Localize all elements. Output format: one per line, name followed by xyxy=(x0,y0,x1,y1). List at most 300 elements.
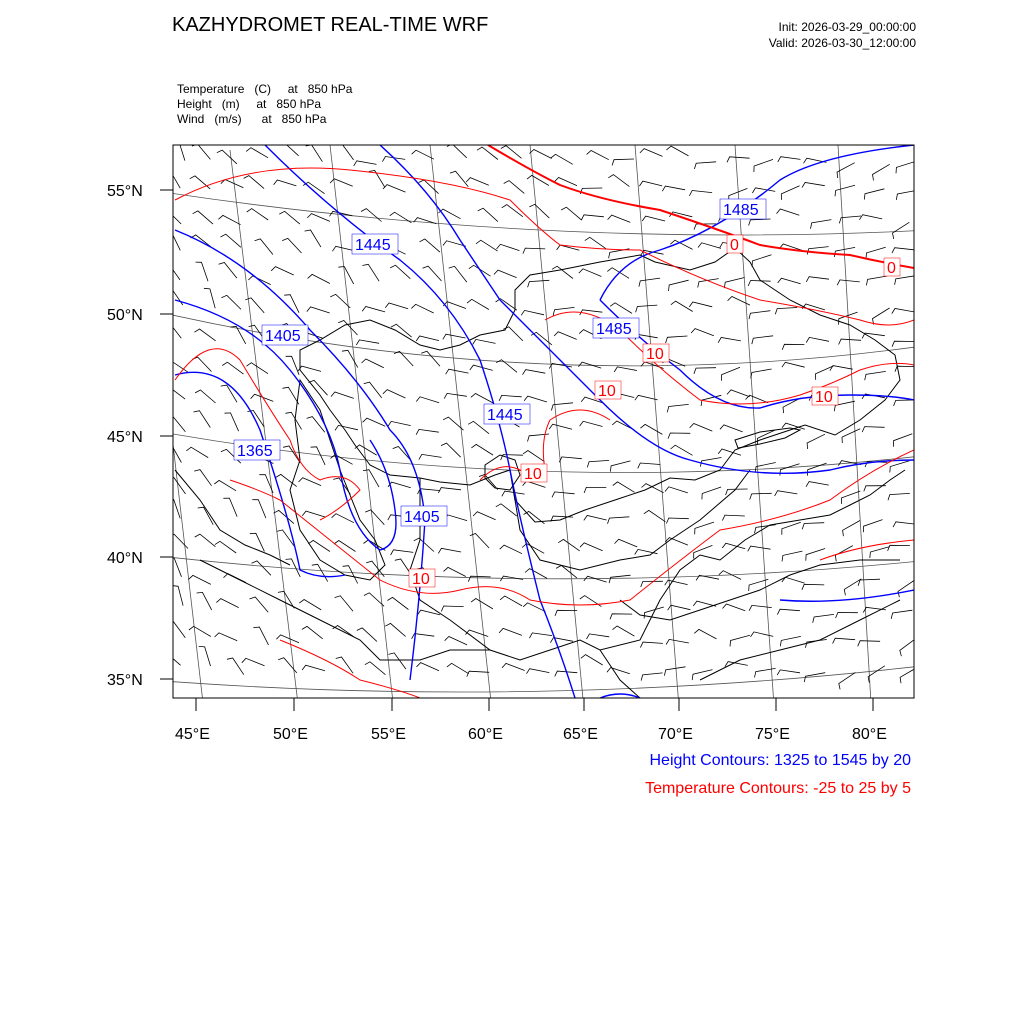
wind-barb xyxy=(466,630,489,637)
wind-barb xyxy=(252,500,266,518)
wind-barb xyxy=(550,638,573,643)
wind-barb xyxy=(242,658,265,665)
wind-barb xyxy=(640,149,663,157)
wind-barb xyxy=(802,523,824,530)
wind-barb xyxy=(467,671,489,676)
wind-barb xyxy=(581,215,604,220)
wind-barb xyxy=(698,243,721,249)
temperature-label: 10 xyxy=(524,466,542,483)
wind-barb xyxy=(499,628,522,635)
wind-barb xyxy=(420,239,440,252)
wind-barb xyxy=(529,204,549,218)
lat-tick-label: 45°N xyxy=(107,429,143,446)
wind-barb xyxy=(342,350,358,367)
wind-barb xyxy=(331,455,353,465)
wind-barb xyxy=(778,278,801,284)
wind-barb xyxy=(893,522,916,527)
wind-barb xyxy=(166,289,183,306)
wind-barb xyxy=(749,311,770,319)
wind-barb xyxy=(417,663,440,671)
wind-barb xyxy=(221,234,241,247)
wind-barb xyxy=(555,610,577,616)
wind-barb xyxy=(189,626,211,636)
wind-barb xyxy=(388,653,406,669)
wind-barb xyxy=(438,488,461,493)
lon-tick-label: 50°E xyxy=(273,726,308,743)
wind-barb xyxy=(215,541,236,553)
wind-barb xyxy=(468,576,490,582)
wind-barb xyxy=(842,429,860,443)
wind-barb xyxy=(423,266,442,281)
wind-barb xyxy=(666,518,688,524)
wind-barb xyxy=(608,517,630,524)
wind-barb xyxy=(722,543,745,549)
field-wind: Wind (m/s) at 850 hPa xyxy=(177,112,327,126)
wind-barb xyxy=(802,183,825,188)
wind-barb xyxy=(782,522,801,535)
lon-line-60 xyxy=(430,145,493,720)
wind-barb xyxy=(843,521,860,537)
wind-barb xyxy=(749,605,772,610)
wind-barb xyxy=(383,390,406,398)
wind-barb xyxy=(496,299,517,311)
lon-tick-label: 80°E xyxy=(852,726,887,743)
wind-barb xyxy=(806,482,829,487)
wind-barb xyxy=(639,181,662,186)
wind-barb xyxy=(279,142,299,156)
wind-barb xyxy=(636,305,658,312)
wind-barb xyxy=(587,634,610,639)
wind-barb xyxy=(391,324,412,337)
wind-barb xyxy=(755,668,776,677)
wind-barb xyxy=(332,514,354,523)
wind-barb xyxy=(638,463,661,468)
lat-tick-label: 40°N xyxy=(107,550,143,567)
wind-barb xyxy=(502,205,523,217)
wind-barb xyxy=(668,433,690,439)
wind-barb xyxy=(192,357,211,372)
wind-barb xyxy=(218,215,240,224)
wind-barb xyxy=(365,510,384,525)
wind-barb xyxy=(893,222,910,239)
field-temperature: Temperature (C) at 850 hPa xyxy=(177,82,353,96)
wind-barb xyxy=(815,366,833,380)
wind-barb xyxy=(614,367,637,372)
wind-barb xyxy=(446,369,469,374)
wind-barb xyxy=(642,216,665,221)
wind-barb xyxy=(781,186,799,200)
wind-barb xyxy=(873,308,890,325)
wind-barb xyxy=(891,610,912,619)
wind-barb xyxy=(584,516,607,521)
wind-barb xyxy=(640,642,663,648)
wind-barb xyxy=(862,427,884,433)
wind-barb xyxy=(858,579,880,586)
wind-barb xyxy=(610,614,632,620)
wind-barb xyxy=(173,141,185,161)
wind-barb xyxy=(167,416,185,432)
wind-barb xyxy=(416,336,439,341)
wind-barb xyxy=(190,176,211,189)
wind-barb xyxy=(199,646,211,666)
wind-barb xyxy=(866,247,886,259)
wind-barb xyxy=(806,277,829,282)
wind-barb xyxy=(527,669,550,674)
temperature-contour-labels xyxy=(409,235,900,588)
wind-barb xyxy=(196,262,209,281)
wind-barb xyxy=(718,449,741,455)
wind-barb xyxy=(522,544,544,554)
wind-barb xyxy=(307,307,330,313)
wind-barb xyxy=(746,395,769,403)
wind-barb xyxy=(302,511,325,517)
wind-barb xyxy=(727,390,750,397)
temp-contour-5 xyxy=(175,168,914,325)
caspian-shore xyxy=(290,380,385,580)
wind-barb xyxy=(780,636,801,646)
wind-barb xyxy=(529,150,551,159)
wind-barb xyxy=(335,425,358,430)
wind-barb xyxy=(411,304,433,313)
wind-barb xyxy=(775,308,797,315)
wind-barb xyxy=(873,164,890,180)
wind-barb xyxy=(285,412,301,429)
wind-barb xyxy=(338,267,353,285)
wind-barb xyxy=(416,429,439,434)
wind-barb xyxy=(299,600,321,610)
wind-barb xyxy=(639,278,660,287)
wind-barb xyxy=(523,248,545,254)
height-label: 1485 xyxy=(723,202,759,219)
wind-barb xyxy=(467,299,489,309)
valid-time: Valid: 2026-03-30_12:00:00 xyxy=(768,36,916,50)
wind-barb xyxy=(863,520,882,533)
lon-line-80 xyxy=(838,145,872,720)
wind-barb xyxy=(549,424,572,429)
wind-barb xyxy=(271,267,294,275)
wind-barb xyxy=(641,673,663,681)
wind-barb xyxy=(777,670,800,675)
wind-barb xyxy=(391,550,414,555)
wind-barb xyxy=(525,569,547,579)
wind-barb xyxy=(335,596,353,611)
wind-barb xyxy=(168,558,181,577)
wind-barb xyxy=(893,434,912,447)
wind-barb xyxy=(250,597,269,612)
wind-barb xyxy=(244,176,265,189)
wind-barb xyxy=(204,288,215,308)
wind-barb xyxy=(895,276,916,285)
wind-barb xyxy=(666,639,689,644)
wind-barb xyxy=(217,150,237,164)
wind-barb xyxy=(612,159,634,165)
init-time: Init: 2026-03-29_00:00:00 xyxy=(778,20,916,34)
wind-barb xyxy=(393,447,412,462)
wind-barb xyxy=(755,463,776,473)
wind-barb xyxy=(466,178,489,186)
wind-barb xyxy=(500,545,522,554)
wind-barb xyxy=(247,410,264,427)
wind-barb xyxy=(274,180,297,186)
east-lower-border xyxy=(700,600,900,680)
wind-barb xyxy=(195,390,216,403)
wind-barb xyxy=(689,191,712,196)
wind-barb xyxy=(888,545,910,551)
wind-barb xyxy=(807,434,825,449)
eastern-border xyxy=(620,560,900,620)
wind-barb xyxy=(892,248,915,253)
temperature-label: 10 xyxy=(598,383,616,400)
lon-tick-label: 75°E xyxy=(755,726,790,743)
map-title: KAZHYDROMET REAL-TIME WRF xyxy=(172,14,489,36)
wind-barb xyxy=(752,336,773,344)
wind-barb xyxy=(723,604,746,611)
temp-contour-se xyxy=(820,540,914,560)
wind-barb xyxy=(354,161,377,166)
lon-line-70 xyxy=(635,145,680,720)
wind-barb xyxy=(223,498,237,516)
wind-barb xyxy=(836,613,858,619)
wind-barb xyxy=(305,230,321,247)
wind-barb xyxy=(166,361,188,372)
wind-barb xyxy=(864,189,884,200)
wind-barb xyxy=(724,278,744,289)
wind-barb xyxy=(274,510,294,523)
wind-barb xyxy=(311,447,326,465)
wind-barb xyxy=(221,180,244,188)
wind-barb xyxy=(898,580,915,597)
wind-barb xyxy=(694,162,716,169)
wind-barb xyxy=(478,208,498,221)
lon-tick-label: 70°E xyxy=(658,726,693,743)
height-contour-ne xyxy=(600,694,640,698)
wind-barb xyxy=(580,421,603,426)
wind-barb xyxy=(385,623,405,636)
height-label: 1485 xyxy=(596,321,632,338)
wind-barb xyxy=(441,443,461,457)
wind-barb xyxy=(529,633,552,638)
wind-barb xyxy=(726,489,748,495)
wind-barb xyxy=(471,394,493,404)
wind-barb xyxy=(419,454,442,459)
wind-barb xyxy=(163,264,180,280)
wind-barb xyxy=(695,522,714,534)
wind-barb xyxy=(581,655,603,665)
wind-barb xyxy=(500,596,522,606)
latitude-axis xyxy=(107,183,173,689)
wind-barb xyxy=(503,327,523,341)
wind-barb xyxy=(587,151,609,160)
wind-barb xyxy=(587,460,609,467)
wind-barb xyxy=(168,499,181,518)
lat-line-35 xyxy=(150,665,930,692)
wind-barb xyxy=(833,638,856,643)
wind-barb xyxy=(613,482,635,492)
wind-barb xyxy=(438,209,460,219)
wind-barb xyxy=(447,144,467,158)
wind-barb xyxy=(247,209,269,220)
wind-barb xyxy=(751,369,772,378)
wind-barb xyxy=(610,461,630,472)
wind-barb xyxy=(585,237,606,249)
wind-barb xyxy=(782,577,805,583)
wind-barb xyxy=(837,280,860,285)
wind-barb xyxy=(443,334,466,339)
wind-barb xyxy=(722,515,744,521)
tajik-afghan-border xyxy=(600,650,640,698)
wind-barb xyxy=(283,387,299,404)
wind-barb xyxy=(890,461,910,473)
temperature-label: 0 xyxy=(730,237,739,254)
wind-barb xyxy=(276,635,299,643)
wind-barb xyxy=(312,564,328,581)
wind-barb xyxy=(559,457,582,462)
wind-barb xyxy=(216,599,238,608)
wind-barb xyxy=(694,629,716,639)
wind-barb xyxy=(282,238,301,253)
wind-barb xyxy=(194,470,211,486)
height-contour-legend: Height Contours: 1325 to 1545 by 20 xyxy=(649,752,911,769)
wind-barb xyxy=(751,632,774,637)
height-contour-labels xyxy=(234,199,766,526)
wind-barb xyxy=(749,219,771,226)
wind-barb xyxy=(728,297,750,306)
wind-barb xyxy=(722,367,741,381)
wind-barb xyxy=(667,404,689,412)
wind-barb xyxy=(504,181,525,194)
wind-barb xyxy=(888,493,910,500)
wind-barb xyxy=(499,395,522,400)
height-contours xyxy=(175,145,914,698)
wind-barb xyxy=(194,329,215,341)
wind-barb xyxy=(858,641,880,647)
wind-barb xyxy=(669,280,689,291)
wind-barb xyxy=(279,211,300,224)
wind-barb xyxy=(844,579,861,596)
wind-barb xyxy=(473,512,496,520)
wind-barb xyxy=(494,270,517,278)
wind-barb xyxy=(221,295,241,309)
wind-barb xyxy=(246,148,268,158)
wind-barb xyxy=(640,424,662,434)
wind-barb xyxy=(219,263,237,279)
wind-barb xyxy=(473,339,496,344)
wind-barb xyxy=(900,639,916,657)
wind-barb xyxy=(306,145,323,162)
wind-barb xyxy=(388,421,411,426)
temperature-label: 10 xyxy=(646,346,664,363)
wind-barb xyxy=(471,444,493,455)
wind-barb xyxy=(501,146,522,159)
temperature-contour-legend: Temperature Contours: -25 to 25 by 5 xyxy=(645,780,911,797)
wind-barb xyxy=(866,276,887,285)
wind-barb xyxy=(662,186,685,191)
wind-barb xyxy=(298,366,321,371)
wind-barb xyxy=(383,185,406,193)
wind-barb xyxy=(476,240,498,251)
wind-barb xyxy=(302,665,325,671)
wind-barb xyxy=(863,607,886,612)
wind-barb xyxy=(580,543,603,551)
lat-tick-label: 55°N xyxy=(107,183,143,200)
wind-barb xyxy=(308,274,330,283)
wind-barb xyxy=(164,387,185,399)
wind-barb xyxy=(189,575,211,584)
wind-barb xyxy=(694,368,716,374)
wind-barb xyxy=(438,548,461,553)
wind-barb xyxy=(666,336,688,343)
wind-barb xyxy=(283,446,300,463)
lon-tick-label: 45°E xyxy=(175,726,210,743)
wind-barb xyxy=(356,340,379,345)
wind-barb xyxy=(556,565,577,578)
wind-barb xyxy=(896,161,916,173)
wind-barb xyxy=(444,515,467,521)
wind-barb xyxy=(752,255,771,267)
lon-tick-label: 65°E xyxy=(563,726,598,743)
wind-barb xyxy=(665,580,688,585)
wind-barb xyxy=(782,551,802,561)
wind-barb xyxy=(609,575,631,583)
wind-barb xyxy=(162,210,182,224)
wind-barb xyxy=(702,487,721,499)
wind-barb xyxy=(253,627,268,645)
wind-barb xyxy=(497,244,520,250)
wind-barb xyxy=(336,144,354,160)
map-frame xyxy=(173,145,914,698)
wind-barb xyxy=(813,614,834,622)
wind-barb xyxy=(554,332,577,340)
wind-barb xyxy=(892,341,914,347)
wind-barb xyxy=(778,157,801,162)
central-asia-border-2 xyxy=(510,470,750,570)
wind-barb xyxy=(664,667,685,676)
wind-barb xyxy=(644,510,666,521)
lon-line-50 xyxy=(230,150,300,720)
temperature-contours xyxy=(175,145,914,698)
wind-barb xyxy=(608,215,631,222)
temperature-label: 10 xyxy=(815,389,833,406)
longitude-axis xyxy=(175,698,887,743)
wind-barb xyxy=(362,359,384,368)
wind-barb xyxy=(613,626,635,636)
wind-barb xyxy=(608,175,629,187)
lat-tick-label: 35°N xyxy=(107,672,143,689)
wind-barb xyxy=(214,480,236,490)
wind-barb xyxy=(528,434,550,442)
wind-barb xyxy=(782,344,804,350)
wind-barb xyxy=(416,397,439,403)
wind-barb xyxy=(551,154,573,164)
wind-barb xyxy=(414,218,437,224)
wind-barb xyxy=(730,635,750,646)
wind-barb xyxy=(689,302,712,307)
wind-barb xyxy=(363,418,386,426)
wind-barb xyxy=(227,658,244,675)
wind-barb xyxy=(523,370,546,375)
wind-barb xyxy=(469,265,491,276)
wind-barb xyxy=(215,633,238,641)
field-height: Height (m) at 850 hPa xyxy=(177,97,322,111)
wind-barb xyxy=(666,146,688,156)
wind-barb xyxy=(387,597,408,609)
wind-barb xyxy=(553,307,574,315)
wind-barb xyxy=(363,470,379,487)
wind-barb xyxy=(302,626,323,638)
wind-barb xyxy=(444,393,467,398)
temperature-label: 0 xyxy=(887,260,896,277)
wind-barb xyxy=(197,592,212,610)
